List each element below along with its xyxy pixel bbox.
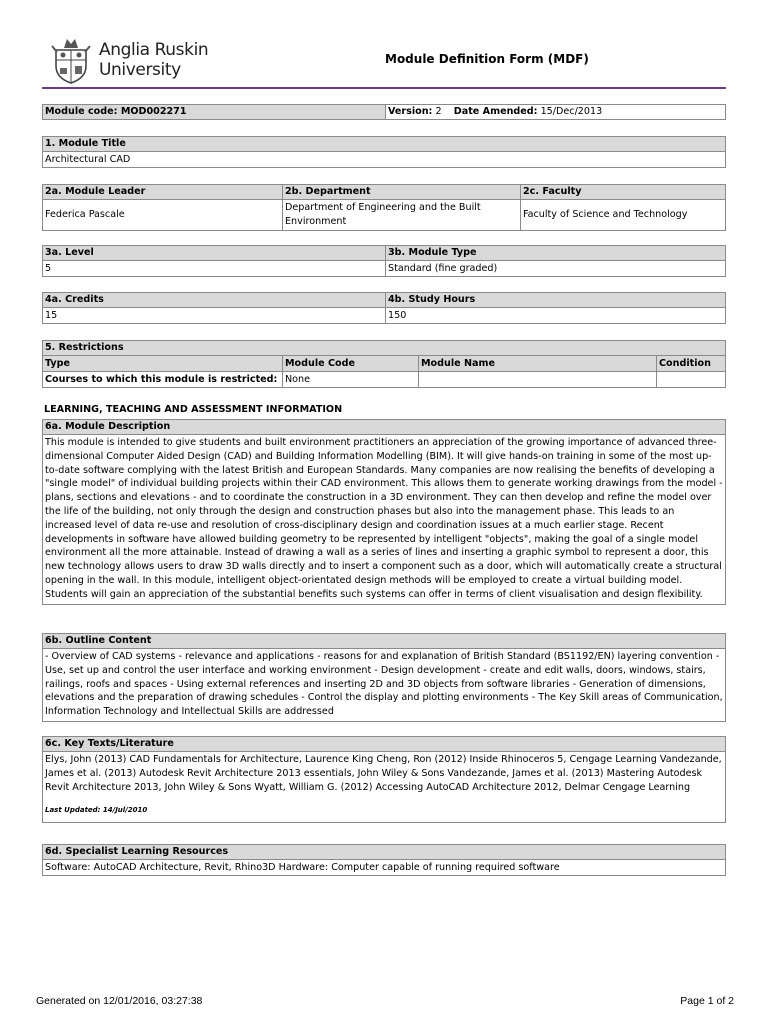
version-label: Version: [388,106,433,118]
level-table [42,245,726,277]
module-leader-value: Federica Pascale [42,199,283,231]
description-table [42,419,726,605]
version-value: 2 [435,106,442,118]
header-rule [42,87,726,89]
university-name-line2: University [99,60,181,80]
leader-table [42,184,726,231]
generated-timestamp: Generated on 12/01/2016, 03:27:38 [36,995,203,1007]
module-type-heading: 3b. Module Type [385,245,726,261]
key-texts-cell [42,751,726,823]
module-title-table [42,136,726,168]
study-hours-value: 150 [385,307,726,324]
restrictions-table [42,340,726,388]
version-cell [385,104,726,120]
date-amended-label: Date Amended: [453,106,538,118]
module-code-label: Module code: [45,106,118,118]
restrictions-row-condition [656,371,726,388]
form-title: Module Definition Form (MDF) [385,52,589,66]
module-leader-heading: 2a. Module Leader [42,184,283,200]
restrictions-row-label: Courses to which this module is restricted: [42,371,283,388]
credits-table [42,292,726,324]
module-title-heading: 1. Module Title [42,136,726,152]
crest-icon [50,36,92,84]
restrictions-heading: 5. Restrictions [42,340,726,356]
credits-heading: 4a. Credits [42,292,386,308]
module-code-value: MOD002271 [120,106,187,118]
restrictions-row-name [418,371,657,388]
restrictions-col-name: Module Name [418,355,657,372]
resources-heading: 6d. Specialist Learning Resources [42,844,726,860]
restrictions-col-condition: Condition [656,355,726,372]
restrictions-col-code: Module Code [282,355,419,372]
study-hours-heading: 4b. Study Hours [385,292,726,308]
description-heading: 6a. Module Description [42,419,726,435]
module-title-value: Architectural CAD [42,151,726,168]
university-logo [50,36,210,84]
meta-table [42,104,726,120]
resources-table [42,844,726,876]
university-name-line1: Anglia Ruskin [99,40,209,60]
credits-value: 15 [42,307,386,324]
level-value: 5 [42,260,386,277]
outline-table [42,633,726,722]
key-texts-heading: 6c. Key Texts/Literature [42,736,726,752]
description-text: This module is intended to give students and built environment practitioners an appreciation of the growing importance of advanced three-dimensional Computer Aided Design (CAD) and Building Information Modelling (BIM). It will give hands-on training in some of the most up-to-date software complying with the latest British and European Standards. Many companies are now realising the benefits of developing a "single model" of individual building projects within their CAD environment. This allows them to generate working drawings from the model - plans, sections and elevations - and to coordinate the construction in a 3D environment. They can then develop and refine the model over the life of the building, not only through the design and construction phases but also into the management phase. This leads to an increased level of data re-use and resolution of cross-disciplinary design and coordination issues at a much earlier stage. Recent developments in software have allowed building geometry to be represented by intelligent "objects", making the goal of a single model environment all the more attainable. Instead of drawing a wall as a series of lines and inserting a graphic symbol to represent a door, this new technology allows users to draw 3D walls directly and to insert a component such as a door, which will automatically create a structural opening in the wall. In this module, intelligent object-orientated design methods will be employed to create a virtual building model. Students will gain an appreciation of the substantial benefits such systems can offer in terms of client visualisation and design flexibility. [42,434,726,605]
module-code-cell [42,104,386,120]
lta-heading: LEARNING, TEACHING AND ASSESSMENT INFORMATION [44,404,343,415]
restrictions-row-code: None [282,371,419,388]
page-number: Page 1 of 2 [680,995,734,1007]
level-heading: 3a. Level [42,245,386,261]
date-amended-value: 15/Dec/2013 [540,106,603,118]
department-heading: 2b. Department [282,184,521,200]
restrictions-col-type: Type [42,355,283,372]
resources-text: Software: AutoCAD Architecture, Revit, Rhino3D Hardware: Computer capable of running required software [42,859,726,876]
faculty-heading: 2c. Faculty [520,184,726,200]
department-value: Department of Engineering and the Built Environment [282,199,521,231]
outline-heading: 6b. Outline Content [42,633,726,649]
outline-text: - Overview of CAD systems - relevance and applications - reasons for and explanation of British Standard (BS1192/EN) layering convention - Use, set up and control the user interface and working environment - Design development - create and edit walls, doors, windows, stairs, railings, roofs and spaces - Using external references and inserting 2D and 3D objects from software libraries - Generation of dimensions, elevations and the preparation of drawing schedules - Control the display and plotting environments - The Key Skill areas of Communication, Information Technology and Intellectual Skills are addressed [42,648,726,722]
key-texts-text: Elys, John (2013) CAD Fundamentals for Architecture, Laurence King Cheng, Ron (2012) Inside Rhinoceros 5, Cengage Learning Vandezande, James et al. (2013) Autodesk Revit Architecture 2013 essentials, John Wiley & Sons Vandezande, James et al. (2013) Mastering Autodesk Revit Architecture 2013, John Wiley & Sons Wyatt, William G. (2012) Accessing AutoCAD Architecture 2012, Delmar Cengage Learning [45,754,722,793]
last-updated: Last Updated: 14/Jul/2010 [45,806,148,815]
key-texts-table [42,736,726,823]
faculty-value: Faculty of Science and Technology [520,199,726,231]
module-type-value: Standard (fine graded) [385,260,726,277]
